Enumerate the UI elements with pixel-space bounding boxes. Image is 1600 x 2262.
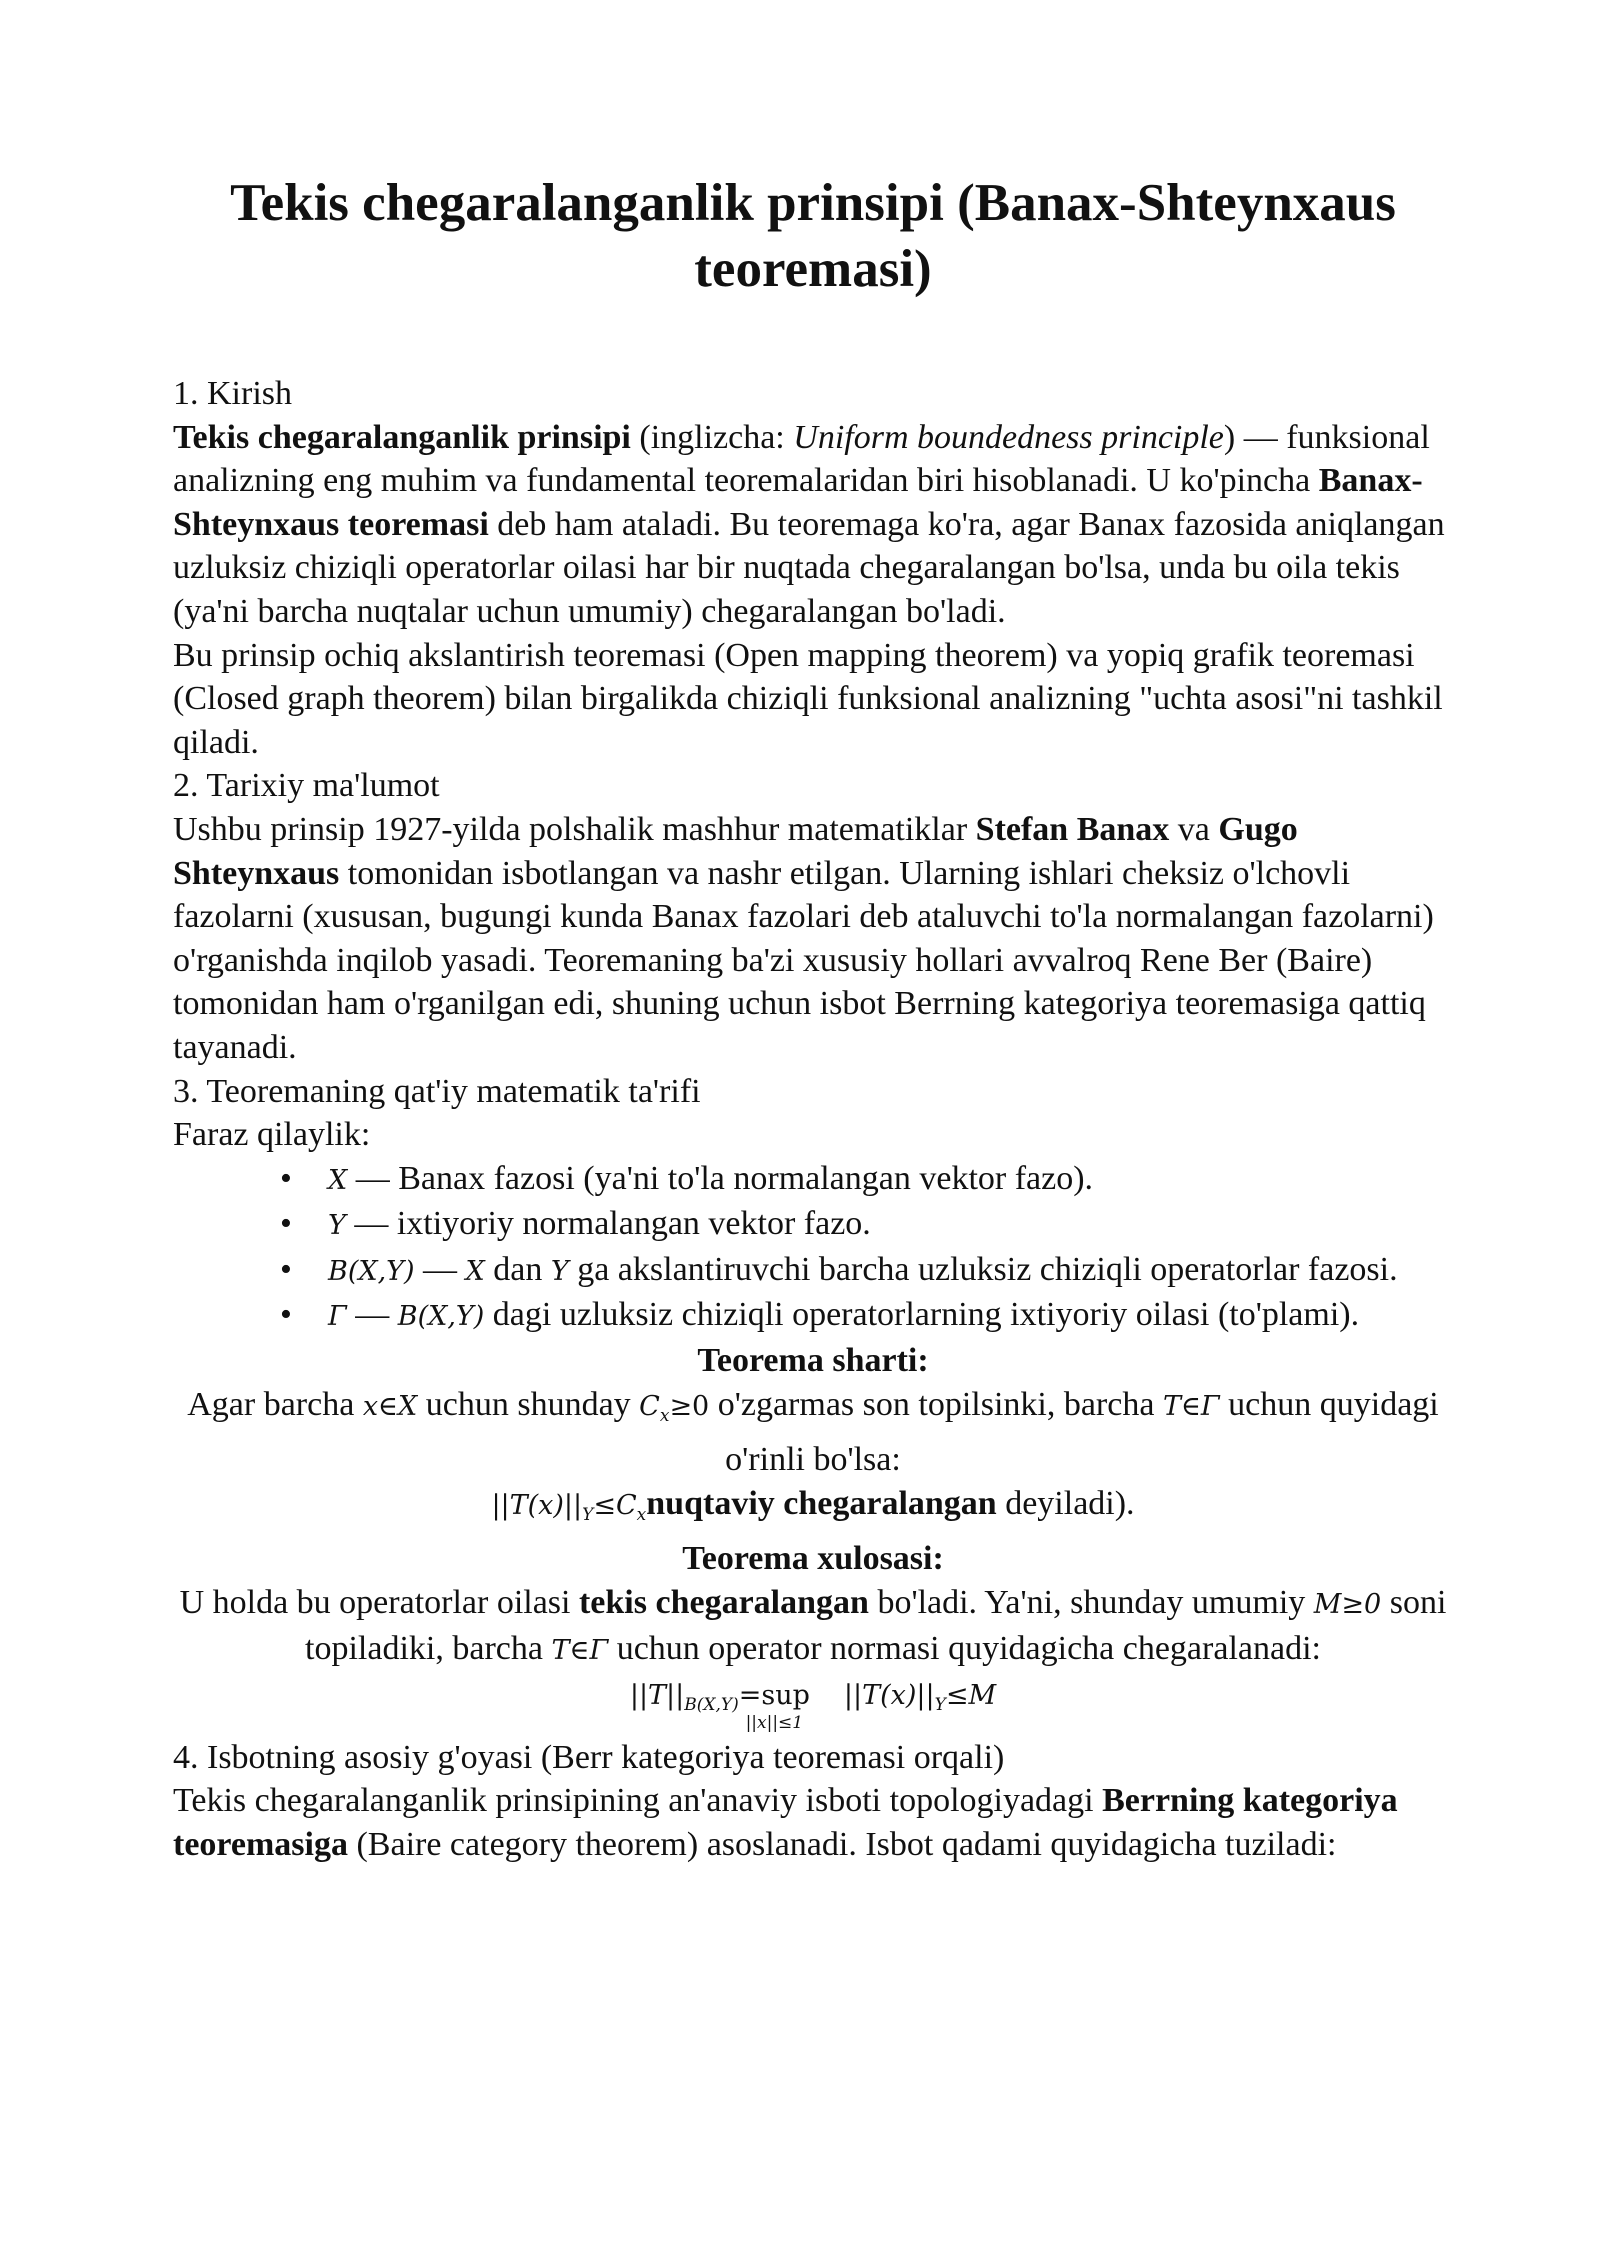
section-heading-definition: 3. Teoremaning qat'iy matematik ta'rifi bbox=[173, 1072, 701, 1110]
section-definition bbox=[173, 1070, 1453, 1734]
uniform-bound-formula: $||T||_{B(X,Y)}=sup$ ||x||≤1 $||T(x)||_Y\le M$ bbox=[629, 1680, 997, 1734]
list-item: • X — Banax fazosi (ya'ni to'la normalangan vektor fazo). bbox=[328, 1157, 1453, 1203]
section-heading-intro: 1. Kirish bbox=[173, 375, 292, 412]
theorem-conclusion-text: U holda bu operatorlar oilasi tekis chegaralangan bo'ladi. Ya'ni, shunday umumiy M≥0 soni topiladiki, barcha T∈Γ uchun operator normasi quyidagicha chegaralanadi: bbox=[179, 1584, 1447, 1667]
theorem-condition-heading: Teorema sharti: bbox=[697, 1342, 929, 1380]
pointwise-bound-formula: $||T(x)||_Y\le C_xnuqtaviy$ chegaralangan deyiladi). bbox=[491, 1484, 1135, 1525]
intro-paragraph-2: Bu prinsip ochiq akslantirish teoremasi (Open mapping theorem) va yopiq grafik teoremasi (Closed graph theorem) bilan birgalikda chiziqli funksional analizning "uchta asosi"ni tashkil qiladi. bbox=[173, 636, 1443, 761]
bold-name: Stefan Banax bbox=[975, 810, 1170, 848]
bold-term: Tekis chegaralanganlik prinsipi bbox=[173, 418, 631, 456]
section-intro bbox=[173, 372, 1453, 764]
list-item: • Y — ixtiyoriy normalangan vektor fazo. bbox=[328, 1202, 1453, 1248]
history-paragraph: Ushbu prinsip 1927-yilda polshalik mashhur matematiklar Stefan Banax va Gugo Shteynxaus tomonidan isbotlangan va nashr etilgan. Ularning ishlari cheksiz o'lchovli fazolarni (xususan, bugungi kunda Banax fazolari deb ataluvchi to'la normalangan fazolarni) o'rganishda inqilob yasadi. Teoremaning ba'zi xususiy hollari avvalroq Rene Ber (Baire) tomonidan ham o'rganilgan edi, shuning uchun isbot Berrning kategoriya teoremasiga qattiq tayanadi. bbox=[173, 810, 1434, 1066]
list-item: • B(X,Y) — X dan Y ga akslantiruvchi barcha uzluksiz chiziqli operatorlar fazosi. bbox=[328, 1248, 1453, 1294]
section-history bbox=[173, 764, 1453, 1069]
bold-name: Gugo Shteynxaus bbox=[173, 810, 1298, 892]
section-proof-idea bbox=[173, 1736, 1453, 1867]
bold-term: Banax-Shteynxaus teoremasi bbox=[173, 462, 1423, 543]
theorem-conclusion-heading: Teorema xulosasi: bbox=[682, 1540, 944, 1578]
english-term: Uniform boundedness principle bbox=[793, 418, 1224, 456]
list-item: • Γ — B(X,Y) dagi uzluksiz chiziqli operatorlarning ixtiyoriy oilasi (to'plami). bbox=[328, 1293, 1453, 1339]
theorem-condition-text: Agar barcha x∈X uchun shunday $C_x\ge 0$ o'zgarmas son topilsinki, barcha T∈Γ uchun quyidagi o'rinli bo'lsa: bbox=[187, 1385, 1439, 1479]
section-heading-history: 2. Tarixiy ma'lumot bbox=[173, 767, 440, 805]
bold-term: Berrning kategoriya teoremasiga bbox=[173, 1782, 1398, 1863]
section-heading-proof: 4. Isbotning asosiy g'oyasi (Berr kategoriya teoremasi orqali) bbox=[173, 1738, 1005, 1776]
document-title: Tekis chegaralanganlik prinsipi (Banax-Shteynxaus teoremasi) bbox=[230, 174, 1396, 298]
assumptions-list bbox=[173, 1157, 1453, 1339]
proof-paragraph: Tekis chegaralanganlik prinsipining an'anaviy isboti topologiyadagi Berrning kategoriya teoremasiga (Baire category theorem) asoslanadi. Isbot qadami quyidagicha tuziladi: bbox=[173, 1782, 1398, 1863]
definition-intro: Faraz qilaylik: bbox=[173, 1116, 371, 1154]
document-page bbox=[173, 170, 1453, 1867]
intro-paragraph-1: Tekis chegaralanganlik prinsipi (inglizcha: Uniform boundedness principle) — funksional analizning eng muhim va fundamental teoremalaridan biri hisoblanadi. U ko'pincha Banax-Shteynxaus teoremasi deb ham ataladi. Bu teoremaga ko'ra, agar Banax fazosida aniqlangan uzluksiz chiziqli operatorlar oilasi har bir nuqtada chegaralangan bo'lsa, unda bu oila tekis (ya'ni barcha nuqtalar uchun umumiy) chegaralangan bo'ladi. bbox=[173, 418, 1445, 630]
